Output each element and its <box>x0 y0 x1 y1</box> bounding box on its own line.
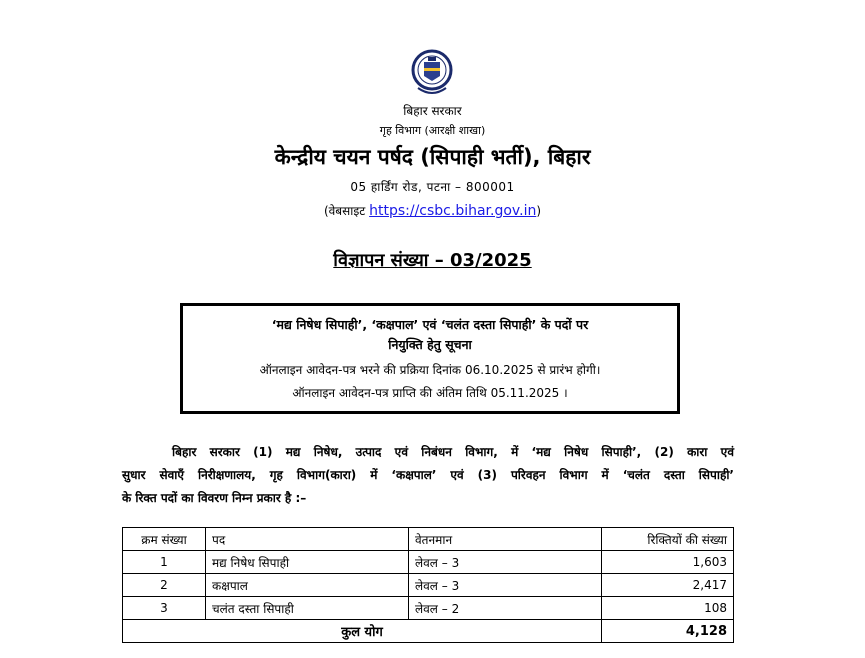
notice-title-line2: नियुक्ति हेतु सूचना <box>388 337 472 352</box>
advertisement-number-label: विज्ञापन संख्या – 03/2025 <box>333 250 532 271</box>
board-address: 05 हार्डिंग रोड, पटना – 800001 <box>350 180 515 194</box>
bihar-police-emblem <box>410 48 454 100</box>
vacancies-cell: 1,603 <box>602 551 734 574</box>
table-header-row <box>123 528 734 551</box>
notice-start-date: ऑनलाइन आवेदन-पत्र भरने की प्रक्रिया दिनांक 06.10.2025 से प्रारंभ होगी। <box>259 363 601 377</box>
header-pay-level: वेतनमान <box>409 528 602 551</box>
notice-last-date: ऑनलाइन आवेदन-पत्र प्राप्ति की अंतिम तिथि 05.11.2025 । <box>292 386 568 400</box>
header-post: पद <box>206 528 409 551</box>
vacancies-cell: 2,417 <box>602 574 734 597</box>
pay-level-cell: लेवल – 3 <box>409 574 602 597</box>
intro-paragraph <box>122 441 734 510</box>
table-row <box>123 551 734 574</box>
post-cell: कक्षपाल <box>206 574 409 597</box>
notice-title-line1: ‘मद्य निषेध सिपाही’, ‘कक्षपाल’ एवं ‘चलंत दस्ता सिपाही’ के पदों पर <box>271 317 589 332</box>
pay-level-cell: लेवल – 2 <box>409 597 602 620</box>
website-prefix: (वेबसाइट <box>323 204 370 218</box>
intro-line3: के रिक्त पदों का विवरण निम्न प्रकार है :– <box>122 491 307 505</box>
vacancies-cell: 108 <box>602 597 734 620</box>
pay-level-cell: लेवल – 3 <box>409 551 602 574</box>
government-name: बिहार सरकार <box>403 104 462 118</box>
header-vacancies: रिक्तियों की संख्या <box>602 528 734 551</box>
post-cell: मद्य निषेध सिपाही <box>206 551 409 574</box>
total-value: 4,128 <box>602 620 734 643</box>
vacancy-table <box>122 527 734 643</box>
website-suffix: ) <box>536 204 542 218</box>
notice-box <box>180 303 680 414</box>
website-link[interactable]: https://csbc.bihar.gov.in <box>369 203 537 219</box>
post-cell: चलंत दस्ता सिपाही <box>206 597 409 620</box>
advertisement-number <box>0 248 865 272</box>
serial-cell: 1 <box>123 551 206 574</box>
table-row <box>123 574 734 597</box>
table-row <box>123 597 734 620</box>
board-title: केन्द्रीय चयन पर्षद (सिपाही भर्ती), बिहार <box>274 145 591 169</box>
header-serial: क्रम संख्या <box>123 528 206 551</box>
table-total-row <box>123 620 734 643</box>
total-label: कुल योग <box>123 620 602 643</box>
department-name: गृह विभाग (आरक्षी शाखा) <box>379 124 486 137</box>
serial-cell: 2 <box>123 574 206 597</box>
intro-line2: सुधार सेवाएँ निरीक्षणालय, गृह विभाग(कारा) में ‘कक्षपाल’ एवं (3) परिवहन विभाग में ‘चलंत दस्ता सिपाही’ <box>122 468 734 482</box>
website-line <box>0 202 865 219</box>
intro-line1: बिहार सरकार (1) मद्य निषेध, उत्पाद एवं निबंधन विभाग, में ‘मद्य निषेध सिपाही’, (2) कारा एवं <box>172 445 734 459</box>
serial-cell: 3 <box>123 597 206 620</box>
